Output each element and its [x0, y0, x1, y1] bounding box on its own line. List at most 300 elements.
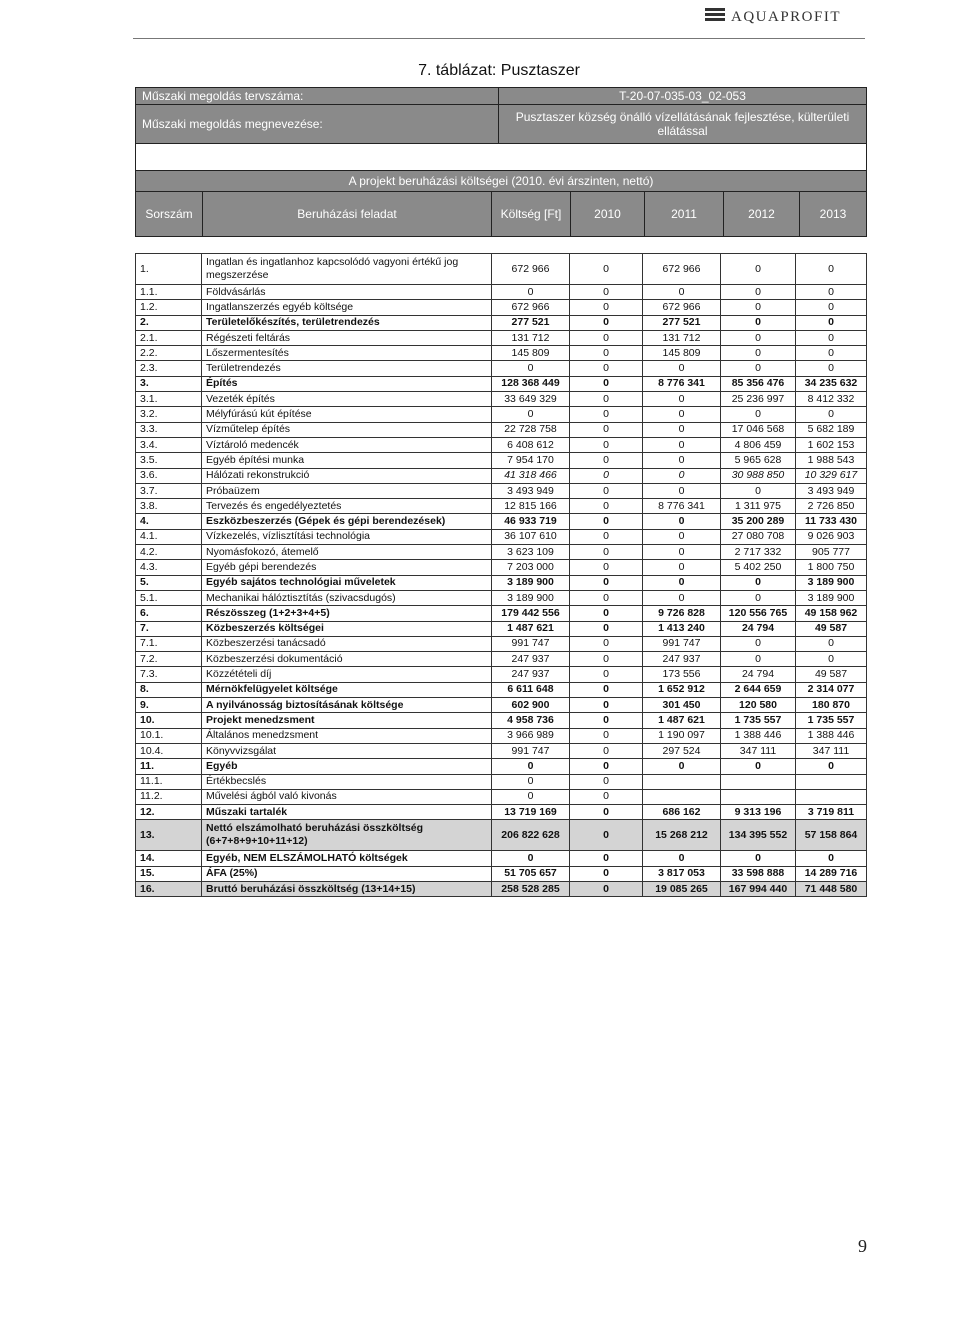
- row-2010: 0: [570, 743, 643, 758]
- row-2012: 134 395 552: [721, 820, 796, 851]
- row-2011: 0: [643, 575, 721, 590]
- row-2011: 0: [643, 851, 721, 866]
- row-cost: 3 493 949: [492, 483, 570, 498]
- row-2011: 0: [643, 361, 721, 376]
- column-header-row: [136, 192, 866, 236]
- row-number: 2.2.: [136, 346, 202, 361]
- row-number: 3.2.: [136, 407, 202, 422]
- row-cost: 1 487 621: [492, 621, 570, 636]
- plan-name-row: [136, 105, 866, 144]
- row-cost: 991 747: [492, 636, 570, 651]
- row-number: 5.1.: [136, 590, 202, 605]
- table-row: [136, 820, 867, 851]
- row-2011: 1 652 912: [643, 682, 721, 697]
- row-cost: 206 822 628: [492, 820, 570, 851]
- row-2010: 0: [570, 590, 643, 605]
- cost-table-body: [136, 254, 867, 897]
- plan-code-value: T-20-07-035-03_02-053: [499, 88, 866, 104]
- table-row: [136, 361, 867, 376]
- row-cost: 22 728 758: [492, 422, 570, 437]
- row-2011: 0: [643, 437, 721, 452]
- row-2013: 57 158 864: [796, 820, 867, 851]
- row-cost: 0: [492, 759, 570, 774]
- row-2012: 0: [721, 590, 796, 605]
- row-number: 11.2.: [136, 789, 202, 804]
- table-row: [136, 330, 867, 345]
- company-logo: [705, 4, 841, 30]
- row-2012: 0: [721, 330, 796, 345]
- row-task: Hálózati rekonstrukció: [202, 468, 492, 483]
- row-2011: 8 776 341: [643, 376, 721, 391]
- row-2013: 905 777: [796, 545, 867, 560]
- row-2012: 0: [721, 575, 796, 590]
- row-2010: 0: [570, 667, 643, 682]
- row-2011: [643, 789, 721, 804]
- table-row: [136, 805, 867, 820]
- row-2011: 15 268 212: [643, 820, 721, 851]
- row-2010: 0: [570, 422, 643, 437]
- col-2010: 2010: [571, 192, 645, 236]
- row-number: 15.: [136, 866, 202, 881]
- row-2012: 5 402 250: [721, 560, 796, 575]
- row-2010: 0: [570, 392, 643, 407]
- table-row: [136, 376, 867, 391]
- row-2013: 5 682 189: [796, 422, 867, 437]
- row-number: 3.4.: [136, 437, 202, 452]
- table-row: [136, 300, 867, 315]
- row-2013: 10 329 617: [796, 468, 867, 483]
- row-2013: 347 111: [796, 743, 867, 758]
- table-row: [136, 652, 867, 667]
- row-2013: 71 448 580: [796, 881, 867, 896]
- col-serial: Sorszám: [136, 192, 203, 236]
- row-task: Mechanikai hálóztisztítás (szivacsdugós): [202, 590, 492, 605]
- row-number: 3.7.: [136, 483, 202, 498]
- table-row: [136, 636, 867, 651]
- row-2013: 49 158 962: [796, 606, 867, 621]
- row-task: Közbeszerzési dokumentáció: [202, 652, 492, 667]
- row-2010: 0: [570, 483, 643, 498]
- row-number: 11.: [136, 759, 202, 774]
- row-number: 1.2.: [136, 300, 202, 315]
- row-task: Művelési ágból való kivonás: [202, 789, 492, 804]
- row-2010: 0: [570, 453, 643, 468]
- row-2013: 0: [796, 346, 867, 361]
- row-2011: 0: [643, 514, 721, 529]
- row-2011: 0: [643, 285, 721, 300]
- row-2011: 8 776 341: [643, 499, 721, 514]
- row-2010: 0: [570, 866, 643, 881]
- row-2011: 247 937: [643, 652, 721, 667]
- row-cost: 33 649 329: [492, 392, 570, 407]
- row-2011: 0: [643, 483, 721, 498]
- row-task: Mérnökfelügyelet költsége: [202, 682, 492, 697]
- row-2012: 0: [721, 346, 796, 361]
- row-2012: 0: [721, 361, 796, 376]
- row-number: 7.: [136, 621, 202, 636]
- row-cost: 247 937: [492, 652, 570, 667]
- table-row: [136, 789, 867, 804]
- row-2011: 145 809: [643, 346, 721, 361]
- row-2010: 0: [570, 606, 643, 621]
- row-2010: 0: [570, 728, 643, 743]
- table-row: [136, 575, 867, 590]
- row-2010: 0: [570, 789, 643, 804]
- row-2012: 30 988 850: [721, 468, 796, 483]
- table-row: [136, 437, 867, 452]
- row-number: 11.1.: [136, 774, 202, 789]
- col-2012: 2012: [724, 192, 800, 236]
- row-2013: 14 289 716: [796, 866, 867, 881]
- row-cost: 0: [492, 851, 570, 866]
- row-task: Tervezés és engedélyeztetés: [202, 499, 492, 514]
- row-2012: 120 580: [721, 698, 796, 713]
- row-2013: 9 026 903: [796, 529, 867, 544]
- cost-table: [135, 253, 867, 897]
- row-task: ÁFA (25%): [202, 866, 492, 881]
- row-2011: 297 524: [643, 743, 721, 758]
- row-2011: 1 487 621: [643, 713, 721, 728]
- row-2013: 3 189 900: [796, 590, 867, 605]
- row-2010: 0: [570, 437, 643, 452]
- row-cost: 3 189 900: [492, 575, 570, 590]
- row-2013: [796, 774, 867, 789]
- table-row: [136, 759, 867, 774]
- row-cost: 3 189 900: [492, 590, 570, 605]
- row-2010: 0: [570, 407, 643, 422]
- row-number: 4.: [136, 514, 202, 529]
- row-2013: 49 587: [796, 667, 867, 682]
- row-2013: 1 988 543: [796, 453, 867, 468]
- row-2012: 27 080 708: [721, 529, 796, 544]
- row-task: Nettó elszámolható beruházási összköltség (6+7+8+9+10+11+12): [202, 820, 492, 851]
- col-cost: Költség [Ft]: [492, 192, 571, 236]
- row-2010: 0: [570, 698, 643, 713]
- project-costs-heading: A projekt beruházási költségei (2010. évi árszinten, nettó): [136, 171, 866, 191]
- row-number: 3.6.: [136, 468, 202, 483]
- col-2011: 2011: [645, 192, 724, 236]
- row-2013: 0: [796, 851, 867, 866]
- table-row: [136, 713, 867, 728]
- row-cost: 0: [492, 774, 570, 789]
- plan-name-label: Műszaki megoldás megnevezése:: [136, 105, 499, 143]
- table-row: [136, 851, 867, 866]
- row-number: 7.3.: [136, 667, 202, 682]
- water-waves-icon: [705, 8, 725, 26]
- row-2011: 1 190 097: [643, 728, 721, 743]
- row-number: 10.: [136, 713, 202, 728]
- row-2010: 0: [570, 285, 643, 300]
- table-row: [136, 453, 867, 468]
- row-2013: 0: [796, 315, 867, 330]
- row-2010: 0: [570, 881, 643, 896]
- row-cost: 12 815 166: [492, 499, 570, 514]
- row-2013: 2 726 850: [796, 499, 867, 514]
- table-row: [136, 743, 867, 758]
- row-2013: 0: [796, 361, 867, 376]
- row-task: Műszaki tartalék: [202, 805, 492, 820]
- row-2012: 2 717 332: [721, 545, 796, 560]
- row-number: 2.3.: [136, 361, 202, 376]
- row-number: 3.8.: [136, 499, 202, 514]
- row-cost: 0: [492, 407, 570, 422]
- row-2012: 120 556 765: [721, 606, 796, 621]
- row-2010: 0: [570, 713, 643, 728]
- table-row: [136, 407, 867, 422]
- row-2013: 0: [796, 300, 867, 315]
- row-task: Területrendezés: [202, 361, 492, 376]
- table-row: [136, 621, 867, 636]
- row-2012: 0: [721, 407, 796, 422]
- row-2013: 1 735 557: [796, 713, 867, 728]
- row-task: Eszközbeszerzés (Gépek és gépi berendezések): [202, 514, 492, 529]
- row-2011: 0: [643, 759, 721, 774]
- row-2011: 3 817 053: [643, 866, 721, 881]
- row-cost: 991 747: [492, 743, 570, 758]
- row-cost: 247 937: [492, 667, 570, 682]
- row-2012: 4 806 459: [721, 437, 796, 452]
- row-2012: 0: [721, 636, 796, 651]
- row-cost: 46 933 719: [492, 514, 570, 529]
- row-2010: 0: [570, 621, 643, 636]
- row-2011: 0: [643, 407, 721, 422]
- row-task: Földvásárlás: [202, 285, 492, 300]
- row-2010: 0: [570, 820, 643, 851]
- row-2011: 0: [643, 422, 721, 437]
- table-title: 7. táblázat: Pusztaszer: [418, 62, 580, 79]
- row-cost: 277 521: [492, 315, 570, 330]
- row-2012: 1 311 975: [721, 499, 796, 514]
- row-2010: 0: [570, 545, 643, 560]
- row-2011: 1 413 240: [643, 621, 721, 636]
- row-2010: 0: [570, 254, 643, 285]
- row-task: Vízműtelep építés: [202, 422, 492, 437]
- row-2010: 0: [570, 468, 643, 483]
- row-2011: 173 556: [643, 667, 721, 682]
- row-2010: 0: [570, 346, 643, 361]
- row-task: Vízkezelés, vízlisztítási technológia: [202, 529, 492, 544]
- table-row: [136, 606, 867, 621]
- table-row: [136, 346, 867, 361]
- row-task: Régészeti feltárás: [202, 330, 492, 345]
- row-2011: 301 450: [643, 698, 721, 713]
- row-task: Víztároló medencék: [202, 437, 492, 452]
- row-task: Próbaüzem: [202, 483, 492, 498]
- row-number: 2.: [136, 315, 202, 330]
- row-2010: 0: [570, 759, 643, 774]
- row-number: 7.2.: [136, 652, 202, 667]
- row-task: A nyilvánosság biztosításának költsége: [202, 698, 492, 713]
- table-row: [136, 590, 867, 605]
- row-task: Vezeték építés: [202, 392, 492, 407]
- row-number: 14.: [136, 851, 202, 866]
- row-2010: 0: [570, 851, 643, 866]
- table-row: [136, 682, 867, 697]
- row-2011: 0: [643, 529, 721, 544]
- table-row: [136, 881, 867, 896]
- row-2010: 0: [570, 529, 643, 544]
- row-2011: 0: [643, 590, 721, 605]
- col-2013: 2013: [800, 192, 866, 236]
- row-2012: 0: [721, 851, 796, 866]
- row-2010: 0: [570, 575, 643, 590]
- page-number: 9: [858, 1236, 867, 1256]
- row-number: 3.: [136, 376, 202, 391]
- row-cost: 36 107 610: [492, 529, 570, 544]
- col-task: Beruházási feladat: [203, 192, 492, 236]
- row-number: 4.3.: [136, 560, 202, 575]
- row-task: Ingatlan és ingatlanhoz kapcsolódó vagyoni értékű jog megszerzése: [202, 254, 492, 285]
- row-task: Közbeszerzés költségei: [202, 621, 492, 636]
- row-2012: 33 598 888: [721, 866, 796, 881]
- row-number: 12.: [136, 805, 202, 820]
- row-2012: [721, 774, 796, 789]
- row-task: Egyéb: [202, 759, 492, 774]
- row-task: Ingatlanszerzés egyéb költsége: [202, 300, 492, 315]
- row-2012: 347 111: [721, 743, 796, 758]
- row-task: Értékbecslés: [202, 774, 492, 789]
- row-2012: [721, 789, 796, 804]
- table-row: [136, 499, 867, 514]
- row-2013: [796, 789, 867, 804]
- row-2013: 0: [796, 636, 867, 651]
- row-2012: 0: [721, 285, 796, 300]
- row-cost: 6 611 648: [492, 682, 570, 697]
- row-cost: 4 958 736: [492, 713, 570, 728]
- table-row: [136, 560, 867, 575]
- row-2012: 0: [721, 483, 796, 498]
- row-2011: 686 162: [643, 805, 721, 820]
- row-cost: 6 408 612: [492, 437, 570, 452]
- row-2010: 0: [570, 514, 643, 529]
- row-2013: 1 602 153: [796, 437, 867, 452]
- table-row: [136, 529, 867, 544]
- row-cost: 672 966: [492, 300, 570, 315]
- row-task: Bruttó beruházási összköltség (13+14+15): [202, 881, 492, 896]
- row-cost: 0: [492, 285, 570, 300]
- row-2013: 1 800 750: [796, 560, 867, 575]
- plan-code-row: [136, 88, 866, 105]
- row-cost: 7 954 170: [492, 453, 570, 468]
- row-number: 3.1.: [136, 392, 202, 407]
- row-2010: 0: [570, 361, 643, 376]
- row-2013: 0: [796, 330, 867, 345]
- table-row: [136, 545, 867, 560]
- row-task: Részösszeg (1+2+3+4+5): [202, 606, 492, 621]
- row-2010: 0: [570, 560, 643, 575]
- row-number: 3.3.: [136, 422, 202, 437]
- row-task: Egyéb építési munka: [202, 453, 492, 468]
- table-row: [136, 254, 867, 285]
- row-2010: 0: [570, 682, 643, 697]
- plan-code-label: Műszaki megoldás tervszáma:: [136, 88, 499, 104]
- row-2013: 3 189 900: [796, 575, 867, 590]
- row-number: 7.1.: [136, 636, 202, 651]
- row-number: 13.: [136, 820, 202, 851]
- row-number: 16.: [136, 881, 202, 896]
- row-2013: 1 388 446: [796, 728, 867, 743]
- row-2013: 3 719 811: [796, 805, 867, 820]
- row-cost: 3 966 989: [492, 728, 570, 743]
- row-2011: 672 966: [643, 300, 721, 315]
- row-2011: 19 085 265: [643, 881, 721, 896]
- row-2013: 0: [796, 652, 867, 667]
- row-task: Egyéb gépi berendezés: [202, 560, 492, 575]
- row-2012: 0: [721, 315, 796, 330]
- row-2013: 2 314 077: [796, 682, 867, 697]
- table-row: [136, 514, 867, 529]
- row-2012: 25 236 997: [721, 392, 796, 407]
- row-2010: 0: [570, 805, 643, 820]
- plan-name-value: Pusztaszer község önálló vízellátásának fejlesztése, külterületi ellátással: [499, 105, 866, 143]
- row-cost: 258 528 285: [492, 881, 570, 896]
- row-task: Általános menedzsment: [202, 728, 492, 743]
- row-task: Mélyfúrású kút építése: [202, 407, 492, 422]
- row-task: Nyomásfokozó, átemelő: [202, 545, 492, 560]
- row-number: 8.: [136, 682, 202, 697]
- row-cost: 41 318 466: [492, 468, 570, 483]
- row-task: Közzétételi díj: [202, 667, 492, 682]
- row-cost: 131 712: [492, 330, 570, 345]
- table-row: [136, 667, 867, 682]
- row-cost: 602 900: [492, 698, 570, 713]
- row-2013: 0: [796, 407, 867, 422]
- row-2012: 17 046 568: [721, 422, 796, 437]
- row-number: 3.5.: [136, 453, 202, 468]
- row-cost: 672 966: [492, 254, 570, 285]
- row-2013: 11 733 430: [796, 514, 867, 529]
- table-row: [136, 698, 867, 713]
- project-costs-row: [136, 171, 866, 192]
- row-2012: 1 388 446: [721, 728, 796, 743]
- row-task: Közbeszerzési tanácsadó: [202, 636, 492, 651]
- row-2011: 131 712: [643, 330, 721, 345]
- row-2010: 0: [570, 652, 643, 667]
- row-2010: 0: [570, 330, 643, 345]
- row-2013: 0: [796, 254, 867, 285]
- row-cost: 179 442 556: [492, 606, 570, 621]
- table-row: [136, 728, 867, 743]
- row-task: Lőszermentesítés: [202, 346, 492, 361]
- row-2010: 0: [570, 774, 643, 789]
- row-2011: 0: [643, 468, 721, 483]
- row-2012: 0: [721, 300, 796, 315]
- table-row: [136, 468, 867, 483]
- row-2012: 35 200 289: [721, 514, 796, 529]
- row-task: Egyéb sajátos technológiai műveletek: [202, 575, 492, 590]
- row-2010: 0: [570, 636, 643, 651]
- row-2012: 9 313 196: [721, 805, 796, 820]
- row-task: Építés: [202, 376, 492, 391]
- row-2012: 2 644 659: [721, 682, 796, 697]
- spacer-row: [136, 144, 866, 171]
- row-2012: 167 994 440: [721, 881, 796, 896]
- row-2011: 277 521: [643, 315, 721, 330]
- row-cost: 51 705 657: [492, 866, 570, 881]
- row-2011: 0: [643, 545, 721, 560]
- row-2013: 0: [796, 759, 867, 774]
- row-cost: 7 203 000: [492, 560, 570, 575]
- row-2013: 3 493 949: [796, 483, 867, 498]
- row-number: 1.1.: [136, 285, 202, 300]
- row-2011: 0: [643, 453, 721, 468]
- row-task: Egyéb, NEM ELSZÁMOLHATÓ költségek: [202, 851, 492, 866]
- row-2012: 0: [721, 652, 796, 667]
- row-number: 2.1.: [136, 330, 202, 345]
- row-2013: 34 235 632: [796, 376, 867, 391]
- row-2012: 5 965 628: [721, 453, 796, 468]
- row-2011: 672 966: [643, 254, 721, 285]
